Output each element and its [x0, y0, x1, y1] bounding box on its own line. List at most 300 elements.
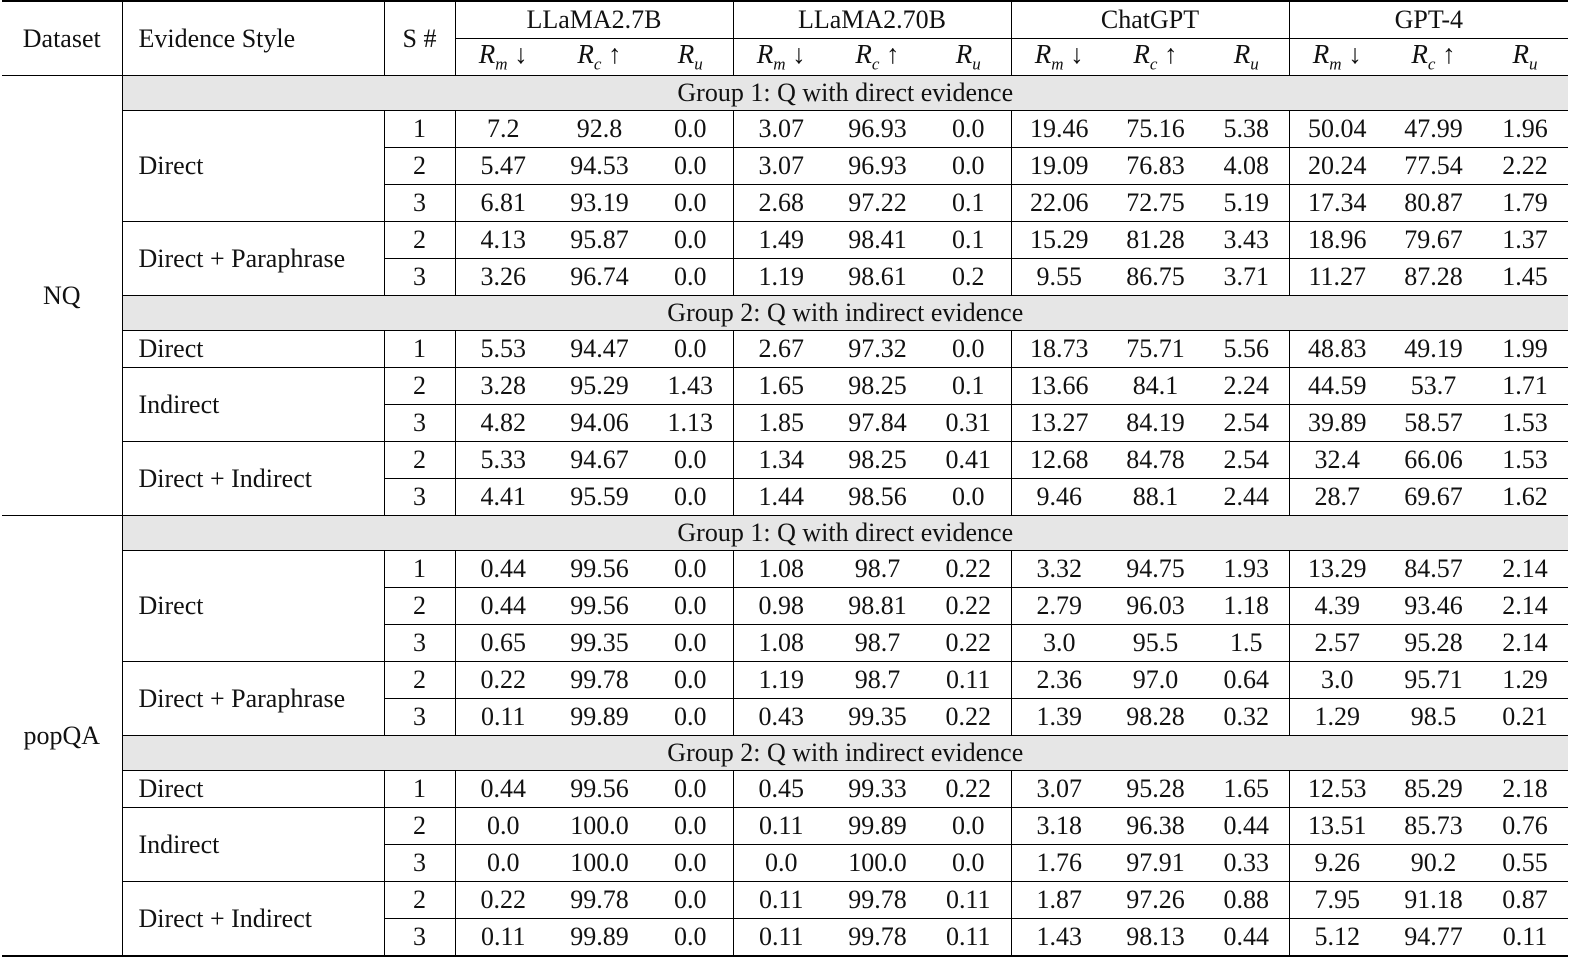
metric-base: R	[1034, 39, 1052, 70]
value-cell: 13.66	[1011, 368, 1107, 405]
evidence-style-cell: Direct + Paraphrase	[122, 662, 384, 736]
value-cell: 97.22	[829, 185, 926, 222]
value-cell: 96.03	[1107, 588, 1204, 625]
evidence-style-cell: Indirect	[122, 368, 384, 442]
metric-base: R	[1512, 39, 1530, 70]
value-cell: 3.07	[733, 111, 829, 148]
value-cell: 20.24	[1289, 148, 1385, 185]
metric-arrow: ↑	[601, 39, 622, 70]
value-cell: 94.75	[1107, 551, 1204, 588]
value-cell: 0.44	[1204, 808, 1289, 845]
value-cell: 1.53	[1482, 405, 1568, 442]
value-cell: 0.11	[926, 882, 1011, 919]
value-cell: 48.83	[1289, 331, 1385, 368]
shot-number: 3	[384, 479, 455, 516]
value-cell: 98.13	[1107, 919, 1204, 957]
metric-sub: u	[1529, 54, 1538, 74]
value-cell: 2.36	[1011, 662, 1107, 699]
value-cell: 5.38	[1204, 111, 1289, 148]
value-cell: 91.18	[1385, 882, 1482, 919]
group-row	[2, 76, 1568, 111]
value-cell: 3.32	[1011, 551, 1107, 588]
value-cell: 0.21	[1482, 699, 1568, 736]
value-cell: 0.0	[648, 259, 733, 296]
metric-base: R	[1411, 39, 1428, 70]
value-cell: 97.26	[1107, 882, 1204, 919]
value-cell: 0.0	[648, 699, 733, 736]
metric-base: R	[1133, 39, 1150, 70]
value-cell: 96.38	[1107, 808, 1204, 845]
value-cell: 98.7	[829, 625, 926, 662]
value-cell: 96.74	[551, 259, 648, 296]
table-row	[2, 882, 1568, 919]
table-row	[2, 551, 1568, 588]
value-cell: 0.88	[1204, 882, 1289, 919]
header-metric-0-1	[551, 39, 648, 76]
shot-number: 3	[384, 845, 455, 882]
value-cell: 0.0	[648, 148, 733, 185]
value-cell: 0.76	[1482, 808, 1568, 845]
value-cell: 93.46	[1385, 588, 1482, 625]
value-cell: 99.35	[551, 625, 648, 662]
metric-sub: m	[1051, 54, 1064, 74]
value-cell: 1.62	[1482, 479, 1568, 516]
value-cell: 96.93	[829, 148, 926, 185]
value-cell: 1.19	[733, 662, 829, 699]
value-cell: 7.95	[1289, 882, 1385, 919]
value-cell: 0.64	[1204, 662, 1289, 699]
evidence-style-cell: Direct + Paraphrase	[122, 222, 384, 296]
value-cell: 19.46	[1011, 111, 1107, 148]
header-dataset: Dataset	[2, 1, 122, 76]
dataset-name: NQ	[2, 76, 122, 516]
evidence-style-cell: Direct	[122, 111, 384, 222]
value-cell: 81.28	[1107, 222, 1204, 259]
metric-sub: c	[1427, 54, 1436, 74]
value-cell: 0.43	[733, 699, 829, 736]
value-cell: 32.4	[1289, 442, 1385, 479]
value-cell: 2.14	[1482, 551, 1568, 588]
shot-number: 2	[384, 808, 455, 845]
value-cell: 93.19	[551, 185, 648, 222]
value-cell: 1.43	[1011, 919, 1107, 957]
table-row	[2, 662, 1568, 699]
value-cell: 69.67	[1385, 479, 1482, 516]
table-row	[2, 111, 1568, 148]
value-cell: 100.0	[551, 845, 648, 882]
value-cell: 0.11	[926, 919, 1011, 957]
value-cell: 1.19	[733, 259, 829, 296]
value-cell: 18.73	[1011, 331, 1107, 368]
value-cell: 86.75	[1107, 259, 1204, 296]
value-cell: 1.29	[1289, 699, 1385, 736]
header-model-0: LLaMA2.7B	[455, 1, 733, 39]
evidence-style-cell: Direct	[122, 771, 384, 808]
value-cell: 4.13	[455, 222, 551, 259]
value-cell: 3.28	[455, 368, 551, 405]
header-model-3: GPT-4	[1289, 1, 1568, 39]
shot-number: 3	[384, 405, 455, 442]
value-cell: 47.99	[1385, 111, 1482, 148]
value-cell: 4.82	[455, 405, 551, 442]
value-cell: 1.53	[1482, 442, 1568, 479]
value-cell: 98.25	[829, 368, 926, 405]
value-cell: 1.29	[1482, 662, 1568, 699]
metric-sub: u	[694, 54, 703, 74]
value-cell: 3.0	[1011, 625, 1107, 662]
shot-number: 3	[384, 699, 455, 736]
value-cell: 95.5	[1107, 625, 1204, 662]
value-cell: 0.0	[926, 148, 1011, 185]
evidence-style-cell: Direct + Indirect	[122, 882, 384, 957]
value-cell: 85.73	[1385, 808, 1482, 845]
header-evidence-style: Evidence Style	[122, 1, 384, 76]
value-cell: 3.43	[1204, 222, 1289, 259]
value-cell: 0.0	[648, 442, 733, 479]
value-cell: 77.54	[1385, 148, 1482, 185]
shot-number: 2	[384, 662, 455, 699]
value-cell: 0.22	[926, 699, 1011, 736]
evidence-style-cell: Indirect	[122, 808, 384, 882]
value-cell: 99.78	[829, 919, 926, 957]
value-cell: 5.53	[455, 331, 551, 368]
value-cell: 99.78	[829, 882, 926, 919]
value-cell: 0.0	[733, 845, 829, 882]
value-cell: 9.55	[1011, 259, 1107, 296]
shot-number: 2	[384, 222, 455, 259]
metric-base: R	[577, 39, 594, 70]
value-cell: 99.89	[551, 919, 648, 957]
value-cell: 1.76	[1011, 845, 1107, 882]
value-cell: 1.37	[1482, 222, 1568, 259]
value-cell: 0.22	[455, 882, 551, 919]
value-cell: 17.34	[1289, 185, 1385, 222]
value-cell: 1.43	[648, 368, 733, 405]
value-cell: 0.11	[455, 919, 551, 957]
value-cell: 0.0	[648, 185, 733, 222]
shot-number: 3	[384, 259, 455, 296]
value-cell: 49.19	[1385, 331, 1482, 368]
value-cell: 99.35	[829, 699, 926, 736]
metric-sub: m	[773, 54, 786, 74]
shot-number: 2	[384, 882, 455, 919]
metric-sub: m	[1329, 54, 1342, 74]
dataset-name: popQA	[2, 516, 122, 957]
value-cell: 2.14	[1482, 625, 1568, 662]
value-cell: 0.33	[1204, 845, 1289, 882]
value-cell: 3.26	[455, 259, 551, 296]
value-cell: 2.54	[1204, 405, 1289, 442]
value-cell: 0.1	[926, 222, 1011, 259]
value-cell: 99.89	[551, 699, 648, 736]
value-cell: 3.07	[733, 148, 829, 185]
value-cell: 4.08	[1204, 148, 1289, 185]
table-body	[2, 1, 1568, 956]
table-row	[2, 442, 1568, 479]
shot-number: 1	[384, 551, 455, 588]
value-cell: 1.79	[1482, 185, 1568, 222]
header-metric-2-0	[1011, 39, 1107, 76]
value-cell: 9.46	[1011, 479, 1107, 516]
results-table	[2, 0, 1568, 957]
value-cell: 9.26	[1289, 845, 1385, 882]
value-cell: 0.44	[455, 771, 551, 808]
value-cell: 97.91	[1107, 845, 1204, 882]
metric-arrow: ↑	[1157, 39, 1178, 70]
value-cell: 72.75	[1107, 185, 1204, 222]
value-cell: 5.19	[1204, 185, 1289, 222]
value-cell: 0.0	[648, 331, 733, 368]
metric-sub: c	[871, 54, 880, 74]
value-cell: 97.0	[1107, 662, 1204, 699]
metric-arrow: ↑	[1435, 39, 1456, 70]
value-cell: 4.39	[1289, 588, 1385, 625]
value-cell: 80.87	[1385, 185, 1482, 222]
shot-number: 2	[384, 148, 455, 185]
value-cell: 84.78	[1107, 442, 1204, 479]
shot-number: 3	[384, 919, 455, 957]
value-cell: 44.59	[1289, 368, 1385, 405]
value-cell: 100.0	[829, 845, 926, 882]
value-cell: 2.57	[1289, 625, 1385, 662]
value-cell: 2.54	[1204, 442, 1289, 479]
value-cell: 0.1	[926, 185, 1011, 222]
value-cell: 5.56	[1204, 331, 1289, 368]
value-cell: 0.22	[926, 625, 1011, 662]
value-cell: 28.7	[1289, 479, 1385, 516]
value-cell: 0.0	[648, 111, 733, 148]
value-cell: 0.55	[1482, 845, 1568, 882]
value-cell: 0.0	[648, 222, 733, 259]
shot-number: 2	[384, 588, 455, 625]
value-cell: 2.22	[1482, 148, 1568, 185]
value-cell: 58.57	[1385, 405, 1482, 442]
shot-number: 2	[384, 368, 455, 405]
value-cell: 1.18	[1204, 588, 1289, 625]
value-cell: 2.68	[733, 185, 829, 222]
metric-base: R	[855, 39, 872, 70]
value-cell: 99.56	[551, 771, 648, 808]
metric-base: R	[1233, 39, 1251, 70]
value-cell: 0.22	[455, 662, 551, 699]
value-cell: 98.7	[829, 551, 926, 588]
value-cell: 2.24	[1204, 368, 1289, 405]
value-cell: 0.22	[926, 771, 1011, 808]
table-row	[2, 771, 1568, 808]
table-row	[2, 368, 1568, 405]
value-cell: 98.28	[1107, 699, 1204, 736]
value-cell: 1.49	[733, 222, 829, 259]
metric-base: R	[677, 39, 695, 70]
header-metric-0-2	[648, 39, 733, 76]
value-cell: 98.5	[1385, 699, 1482, 736]
value-cell: 75.16	[1107, 111, 1204, 148]
value-cell: 0.22	[926, 588, 1011, 625]
value-cell: 99.33	[829, 771, 926, 808]
value-cell: 0.32	[1204, 699, 1289, 736]
value-cell: 0.0	[648, 808, 733, 845]
value-cell: 94.53	[551, 148, 648, 185]
value-cell: 3.18	[1011, 808, 1107, 845]
metric-sub: c	[593, 54, 602, 74]
metric-base: R	[478, 39, 496, 70]
table-row	[2, 331, 1568, 368]
header-metric-1-0	[733, 39, 829, 76]
value-cell: 99.89	[829, 808, 926, 845]
value-cell: 0.0	[926, 331, 1011, 368]
value-cell: 50.04	[1289, 111, 1385, 148]
value-cell: 0.0	[648, 882, 733, 919]
value-cell: 0.11	[733, 882, 829, 919]
value-cell: 66.06	[1385, 442, 1482, 479]
value-cell: 2.44	[1204, 479, 1289, 516]
header-s-num: S #	[384, 1, 455, 76]
value-cell: 0.11	[455, 699, 551, 736]
value-cell: 13.51	[1289, 808, 1385, 845]
shot-number: 1	[384, 331, 455, 368]
value-cell: 0.44	[455, 588, 551, 625]
value-cell: 0.0	[648, 588, 733, 625]
value-cell: 0.98	[733, 588, 829, 625]
metric-arrow: ↓	[1063, 39, 1084, 70]
value-cell: 5.47	[455, 148, 551, 185]
value-cell: 0.11	[733, 919, 829, 957]
shot-number: 3	[384, 185, 455, 222]
value-cell: 94.77	[1385, 919, 1482, 957]
metric-arrow: ↓	[1341, 39, 1362, 70]
header-metric-0-0	[455, 39, 551, 76]
value-cell: 3.71	[1204, 259, 1289, 296]
header-metric-3-0	[1289, 39, 1385, 76]
value-cell: 2.14	[1482, 588, 1568, 625]
value-cell: 94.47	[551, 331, 648, 368]
value-cell: 1.65	[733, 368, 829, 405]
value-cell: 88.1	[1107, 479, 1204, 516]
value-cell: 39.89	[1289, 405, 1385, 442]
value-cell: 1.65	[1204, 771, 1289, 808]
value-cell: 0.11	[1482, 919, 1568, 957]
value-cell: 1.34	[733, 442, 829, 479]
value-cell: 2.18	[1482, 771, 1568, 808]
value-cell: 5.12	[1289, 919, 1385, 957]
value-cell: 98.7	[829, 662, 926, 699]
value-cell: 87.28	[1385, 259, 1482, 296]
value-cell: 0.2	[926, 259, 1011, 296]
value-cell: 13.29	[1289, 551, 1385, 588]
value-cell: 0.0	[648, 551, 733, 588]
header-metric-3-1	[1385, 39, 1482, 76]
value-cell: 0.0	[926, 111, 1011, 148]
value-cell: 3.07	[1011, 771, 1107, 808]
value-cell: 94.67	[551, 442, 648, 479]
value-cell: 0.0	[648, 771, 733, 808]
group-title: Group 1: Q with direct evidence	[122, 516, 1568, 551]
value-cell: 98.56	[829, 479, 926, 516]
value-cell: 0.1	[926, 368, 1011, 405]
value-cell: 1.85	[733, 405, 829, 442]
value-cell: 0.11	[926, 662, 1011, 699]
metric-arrow: ↑	[879, 39, 900, 70]
value-cell: 96.93	[829, 111, 926, 148]
value-cell: 79.67	[1385, 222, 1482, 259]
header-metric-1-1	[829, 39, 926, 76]
metric-sub: u	[1250, 54, 1259, 74]
value-cell: 0.45	[733, 771, 829, 808]
value-cell: 1.99	[1482, 331, 1568, 368]
group-row	[2, 516, 1568, 551]
value-cell: 0.0	[455, 808, 551, 845]
header-metric-3-2	[1482, 39, 1568, 76]
table-row	[2, 222, 1568, 259]
value-cell: 1.13	[648, 405, 733, 442]
header-model-1: LLaMA2.70B	[733, 1, 1011, 39]
value-cell: 5.33	[455, 442, 551, 479]
metric-arrow: ↓	[507, 39, 528, 70]
value-cell: 84.57	[1385, 551, 1482, 588]
value-cell: 19.09	[1011, 148, 1107, 185]
metric-base: R	[756, 39, 774, 70]
shot-number: 1	[384, 771, 455, 808]
value-cell: 1.93	[1204, 551, 1289, 588]
value-cell: 85.29	[1385, 771, 1482, 808]
value-cell: 4.41	[455, 479, 551, 516]
value-cell: 13.27	[1011, 405, 1107, 442]
metric-arrow: ↓	[785, 39, 806, 70]
value-cell: 1.87	[1011, 882, 1107, 919]
value-cell: 92.8	[551, 111, 648, 148]
value-cell: 0.0	[926, 808, 1011, 845]
value-cell: 0.0	[926, 845, 1011, 882]
value-cell: 1.44	[733, 479, 829, 516]
metric-base: R	[955, 39, 973, 70]
header-metric-2-2	[1204, 39, 1289, 76]
value-cell: 1.08	[733, 625, 829, 662]
header-metric-2-1	[1107, 39, 1204, 76]
value-cell: 0.0	[648, 625, 733, 662]
value-cell: 0.0	[648, 919, 733, 957]
value-cell: 11.27	[1289, 259, 1385, 296]
value-cell: 75.71	[1107, 331, 1204, 368]
value-cell: 98.61	[829, 259, 926, 296]
value-cell: 95.28	[1385, 625, 1482, 662]
value-cell: 94.06	[551, 405, 648, 442]
value-cell: 99.56	[551, 551, 648, 588]
value-cell: 84.19	[1107, 405, 1204, 442]
metric-base: R	[1312, 39, 1330, 70]
value-cell: 1.96	[1482, 111, 1568, 148]
value-cell: 0.65	[455, 625, 551, 662]
value-cell: 97.84	[829, 405, 926, 442]
metric-sub: c	[1149, 54, 1158, 74]
value-cell: 98.25	[829, 442, 926, 479]
value-cell: 12.68	[1011, 442, 1107, 479]
value-cell: 76.83	[1107, 148, 1204, 185]
metric-sub: m	[495, 54, 508, 74]
value-cell: 1.45	[1482, 259, 1568, 296]
group-title: Group 1: Q with direct evidence	[122, 76, 1568, 111]
value-cell: 98.81	[829, 588, 926, 625]
value-cell: 1.08	[733, 551, 829, 588]
group-row	[2, 296, 1568, 331]
value-cell: 0.31	[926, 405, 1011, 442]
value-cell: 6.81	[455, 185, 551, 222]
value-cell: 95.28	[1107, 771, 1204, 808]
value-cell: 99.78	[551, 662, 648, 699]
value-cell: 90.2	[1385, 845, 1482, 882]
value-cell: 22.06	[1011, 185, 1107, 222]
value-cell: 0.87	[1482, 882, 1568, 919]
value-cell: 0.0	[455, 845, 551, 882]
